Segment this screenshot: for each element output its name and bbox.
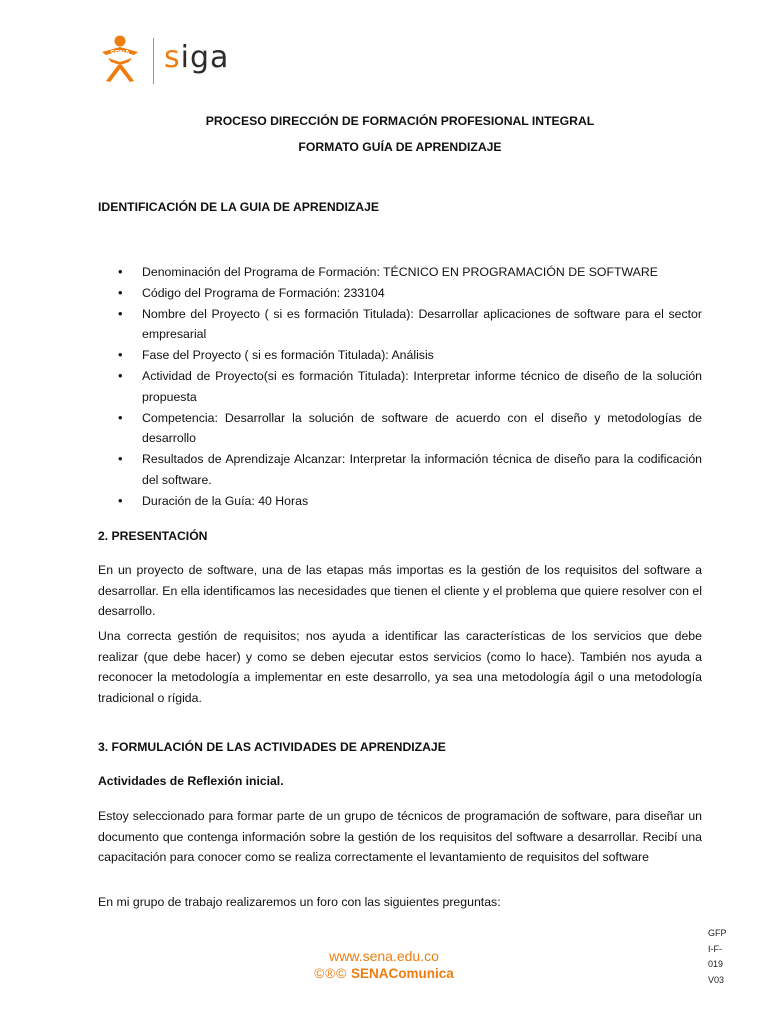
siga-logo: siga: [164, 40, 230, 75]
list-item: • Denominación del Programa de Formación: TÉCNICO EN PROGRAMACIÓN DE SOFTWARE: [98, 262, 702, 283]
document-code-line: I-F-: [708, 943, 722, 954]
presentation-paragraph-1: En un proyecto de software, una de las etapas más importas es la gestión de los requisitos del software a desarrollar. En ella identificamos las necesidades que tienen el cliente y el problema que quiere resolver con el desarrollo.: [98, 563, 702, 619]
list-item: • Duración de la Guía: 40 Horas: [98, 491, 702, 512]
document-code: [708, 926, 748, 988]
sena-logo-icon: [96, 34, 144, 88]
logo-divider: [153, 38, 154, 84]
list-item: • Nombre del Proyecto ( si es formación Titulada): Desarrollar aplicaciones de software para el sector empresarial: [98, 304, 702, 346]
list-item: • Fase del Proyecto ( si es formación Titulada): Análisis: [98, 345, 702, 366]
footer-website-link[interactable]: www.sena.edu.co: [329, 948, 439, 964]
document-code-line: GFP: [708, 928, 727, 938]
header-logos: [96, 34, 256, 88]
presentation-heading: 2. PRESENTACIÓN: [98, 529, 208, 543]
presentation-paragraph-2: Una correcta gestión de requisitos; nos ayuda a identificar las características de los servicios que debe realizar (que debe hacer) y como se deben ejecutar estos servicios (como lo hace). También nos ayuda a reconocer la metodología a implementar en este desarrollo, ya sea una metodología ágil o una metodología tradicional o rígida.: [98, 629, 702, 705]
creative-commons-icon: ©®©: [314, 966, 348, 981]
list-item: • Actividad de Proyecto(si es formación Titulada): Interpretar informe técnico de diseño de la solución propuesta: [98, 366, 702, 408]
identification-list: [98, 262, 702, 512]
footer-social: [0, 966, 768, 981]
document-title-process: PROCESO DIRECCIÓN DE FORMACIÓN PROFESIONAL INTEGRAL: [205, 114, 595, 128]
activities-heading: 3. FORMULACIÓN DE LAS ACTIVIDADES DE APRENDIZAJE: [98, 740, 446, 754]
activities-subheading: Actividades de Reflexión inicial.: [98, 774, 284, 788]
document-title-format: FORMATO GUÍA DE APRENDIZAJE: [298, 140, 502, 154]
activities-paragraph-1: Estoy seleccionado para formar parte de un grupo de técnicos de programación de software, para diseñar un documento que contenga información sobre la gestión de los requisitos del software a desarrollar. Recibí una capacitación para conocer como se realiza correctamente el levantamiento de requisitos del software: [98, 809, 702, 865]
sena-logo-text: SENA: [110, 50, 130, 57]
list-item: • Resultados de Aprendizaje Alcanzar: Interpretar la información técnica de diseño para la codificación del software.: [98, 449, 702, 491]
activities-paragraph-2: En mi grupo de trabajo realizaremos un foro con las siguientes preguntas:: [98, 895, 501, 909]
document-code-line: V03: [708, 974, 725, 985]
document-code-line: 019: [708, 959, 724, 969]
list-item: • Competencia: Desarrollar la solución de software de acuerdo con el diseño y metodologías de desarrollo: [98, 408, 702, 450]
footer-social-handle[interactable]: SENAComunica: [351, 966, 454, 981]
identification-heading: IDENTIFICACIÓN DE LA GUIA DE APRENDIZAJE: [98, 200, 380, 214]
list-item: • Código del Programa de Formación: 233104: [98, 283, 702, 304]
